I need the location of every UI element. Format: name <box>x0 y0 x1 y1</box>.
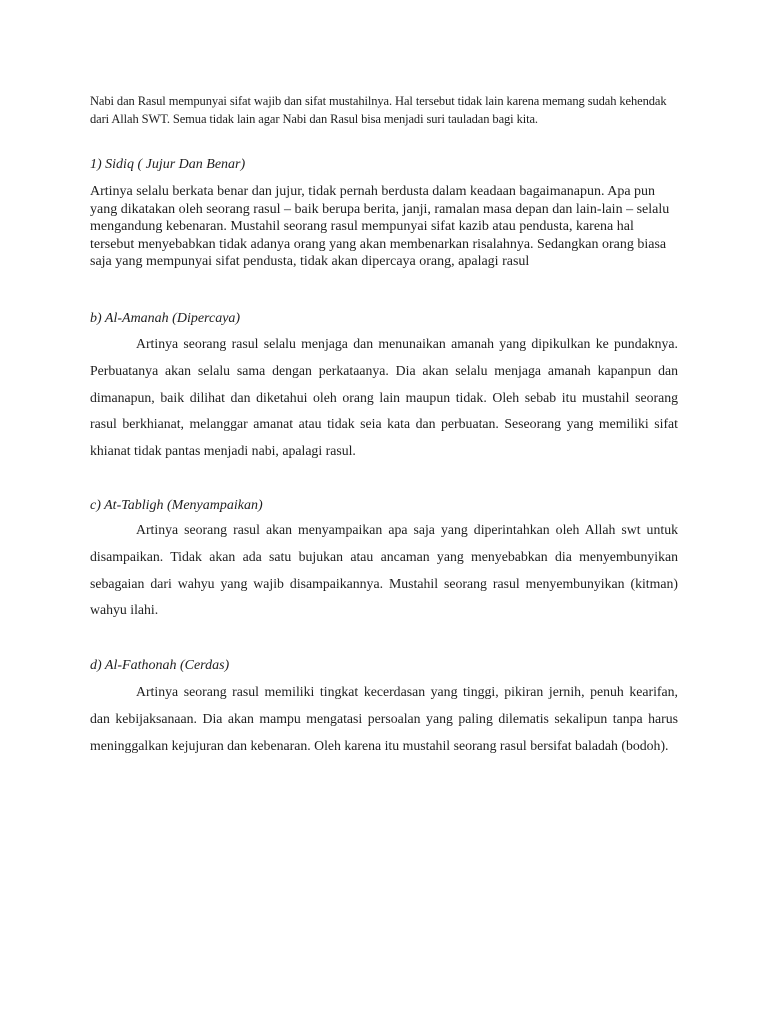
section-body-tabligh: Artinya seorang rasul akan menyampaikan apa saja yang diperintahkan oleh Allah swt untuk disampaikan. Tidak akan ada satu bujukan atau ancaman yang menyebabkan dia menyembunyikan sebagaian dari wahyu yang wajib disampaikannya. Mustahil seorang rasul menyembunyikan (kitman) wahyu ilahi. <box>90 522 678 618</box>
section-body-amanah: Artinya seorang rasul selalu menjaga dan menunaikan amanah yang dipikulkan ke pundaknya. Perbuatanya akan selalu sama dengan perkataanya. Dia akan selalu menjaga amanah kapanpun dan dimanapun, baik dilihat dan diketahui oleh orang lain maupun tidak. Oleh sebab itu mustahil seorang rasul berkhianat, melanggar amanat atau tidak seia kata dan perbuatan. Seseorang yang memiliki sifat khianat tidak pantas menjadi nabi, apalagi rasul. <box>90 336 678 459</box>
section-heading-amanah: b) Al-Amanah (Dipercaya) <box>90 311 241 326</box>
section-heading-tabligh: c) At-Tabligh (Menyampaikan) <box>90 498 263 513</box>
section-heading-fathonah: d) Al-Fathonah (Cerdas) <box>90 658 230 673</box>
intro-paragraph: Nabi dan Rasul mempunyai sifat wajib dan sifat mustahilnya. Hal tersebut tidak lain karena memang sudah kehendak dari Allah SWT. Semua tidak lain agar Nabi dan Rasul bisa menjadi suri tauladan bagi kita. <box>90 94 667 126</box>
section-body-fathonah: Artinya seorang rasul memiliki tingkat kecerdasan yang tinggi, pikiran jernih, penuh kearifan, dan kebijaksanaan. Dia akan mampu mengatasi persoalan yang paling dilematis sekalipun tanpa harus meninggalkan kejujuran dan kebenaran. Oleh karena itu mustahil seorang rasul bersifat baladah (bodoh). <box>90 684 678 753</box>
section-heading-sidiq: 1) Sidiq ( Jujur Dan Benar) <box>90 157 246 172</box>
section-body-sidiq: Artinya selalu berkata benar dan jujur, tidak pernah berdusta dalam keadaan bagaimanapun. Apa pun yang dikatakan oleh seorang rasul – baik berupa berita, janji, ramalan masa depan dan lain-lain – selalu mengandung kebenaran. Mustahil seorang rasul mempunyai sifat kazib atau pendusta, karena hal tersebut menyebabkan tidak adanya orang yang akan membenarkan risalahnya. Sedangkan orang biasa saja yang mempunyai sifat pendusta, tidak akan dipercaya orang, apalagi rasul <box>90 184 670 270</box>
